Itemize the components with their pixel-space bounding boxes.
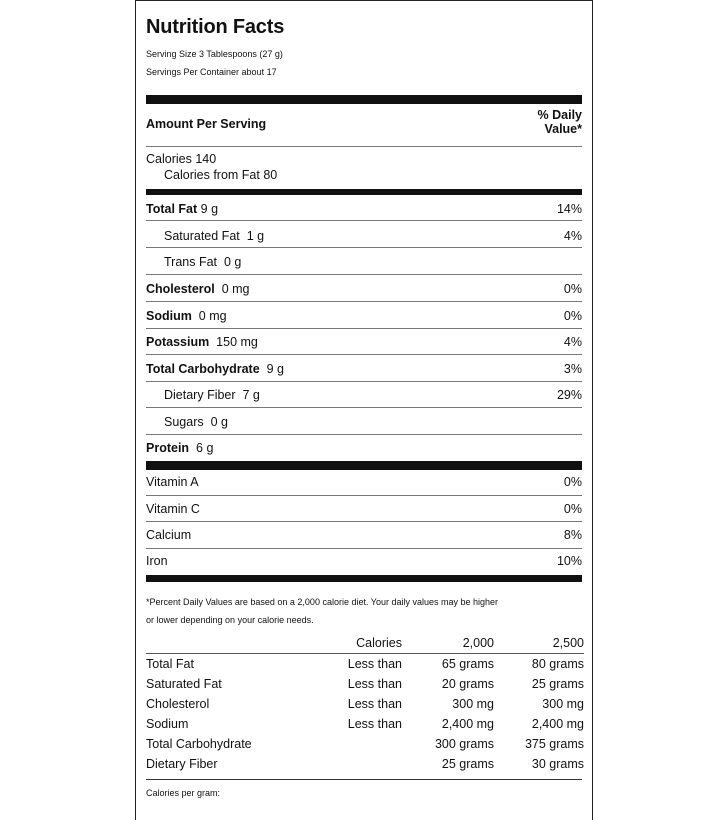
divider: [146, 495, 582, 496]
amount-per-serving: Amount Per Serving: [146, 117, 267, 131]
serving-size: Serving Size 3 Tablespoons (27 g): [146, 49, 283, 59]
vitamin-dv: 0%: [563, 502, 582, 516]
footnote: [146, 593, 582, 629]
nutrient-name: Protein: [146, 441, 190, 455]
table-header-cell: [146, 633, 306, 654]
table-row: [146, 734, 584, 754]
nutrient-name: Cholesterol: [146, 282, 215, 296]
servings-per-container: Servings Per Container about 17: [146, 67, 277, 77]
nutrient-name: Trans Fat: [164, 255, 218, 269]
table-cell: 25 grams: [531, 677, 584, 691]
nutrient-row-trans-fat: [146, 254, 582, 270]
table-cell: Less than: [347, 717, 402, 731]
divider: [146, 354, 582, 355]
nutrient-amount: 0 mg: [221, 282, 250, 296]
nutrient-dv: 0%: [563, 282, 582, 296]
table-row: [146, 674, 584, 694]
nutrient-amount: 0 g: [210, 415, 228, 429]
divider: [146, 521, 582, 522]
nutrient-amount: 9 g: [266, 362, 285, 376]
table-cell: Total Fat: [146, 657, 194, 671]
vitamin-row-calcium: [146, 527, 582, 543]
nutrient-row-dietary-fiber: [146, 387, 582, 403]
nutrient-name: Total Carbohydrate: [146, 362, 260, 376]
table-cell: Total Carbohydrate: [146, 737, 252, 751]
table-cell: 20 grams: [441, 677, 494, 691]
table-header-cell: Calories: [356, 636, 402, 650]
nutrient-dv: 0%: [563, 309, 582, 323]
table-cell: 375 grams: [524, 737, 584, 751]
table-cell: 300 mg: [452, 697, 494, 711]
nutrient-name: Dietary Fiber: [164, 388, 236, 402]
divider: [146, 247, 582, 248]
divider: [146, 146, 582, 147]
table-cell: 80 grams: [531, 657, 584, 671]
table-cell: 30 grams: [531, 757, 584, 771]
table-cell: Less than: [347, 657, 402, 671]
nutrient-name: Sodium: [146, 309, 192, 323]
footnote-line2: or lower depending on your calorie needs.: [146, 615, 314, 625]
nutrient-dv: 4%: [563, 335, 582, 349]
table-cell: Sodium: [146, 717, 189, 731]
vitamin-name: Iron: [146, 554, 168, 568]
divider: [146, 301, 582, 302]
medium-divider: [146, 189, 582, 195]
nutrient-row-total-fat: [146, 201, 582, 217]
table-cell: 25 grams: [441, 757, 494, 771]
table-row: [146, 754, 584, 774]
nutrient-amount: 0 g: [223, 255, 242, 269]
vitamin-name: Vitamin C: [146, 502, 200, 516]
nutrient-row-cholesterol: [146, 281, 582, 297]
nutrient-row-sodium: [146, 308, 582, 324]
label-title: Nutrition Facts: [146, 16, 285, 38]
vitamin-row-c: [146, 501, 582, 517]
vitamin-name: Calcium: [146, 528, 192, 542]
table-cell: Dietary Fiber: [146, 757, 218, 771]
nutrient-row-potassium: [146, 334, 582, 350]
daily-value-header: [538, 108, 582, 136]
vitamin-row-iron: [146, 553, 582, 569]
nutrition-label: [135, 0, 593, 820]
vitamin-dv: 0%: [563, 475, 582, 489]
table-row: [146, 654, 584, 675]
table-cell: [306, 734, 402, 754]
vitamin-name: Vitamin A: [146, 475, 199, 489]
table-cell: 65 grams: [441, 657, 494, 671]
divider: [146, 381, 582, 382]
vitamin-row-a: [146, 474, 582, 490]
nutrient-amount: 1 g: [246, 229, 265, 243]
divider: [146, 779, 582, 780]
divider: [146, 434, 582, 435]
table-cell: [306, 754, 402, 774]
nutrient-dv: 4%: [563, 229, 582, 243]
nutrient-dv: 29%: [556, 388, 582, 402]
nutrient-row-sugars: [146, 414, 582, 430]
table-header-row: [146, 633, 584, 654]
table-cell: Saturated Fat: [146, 677, 222, 691]
calories-from-fat: Calories from Fat 80: [164, 168, 278, 182]
table-row: [146, 694, 584, 714]
vitamin-dv: 10%: [556, 554, 582, 568]
thick-divider: [146, 575, 582, 582]
table-cell: 300 grams: [434, 737, 494, 751]
nutrient-name: Potassium: [146, 335, 210, 349]
daily-value-line2: Value*: [544, 122, 582, 136]
nutrient-amount: 9 g: [200, 202, 219, 216]
nutrient-name: Saturated Fat: [164, 229, 240, 243]
nutrient-row-total-carbohydrate: [146, 361, 582, 377]
nutrient-row-saturated-fat: [146, 228, 582, 244]
table-row: [146, 714, 584, 734]
thick-divider: [146, 95, 582, 104]
divider: [146, 274, 582, 275]
divider: [146, 220, 582, 221]
nutrient-amount: 7 g: [242, 388, 260, 402]
nutrient-dv: 3%: [563, 362, 582, 376]
nutrient-name: Total Fat: [146, 202, 198, 216]
calories-per-gram: Calories per gram:: [146, 788, 221, 798]
table-cell: 2,400 mg: [531, 717, 584, 731]
table-header-cell: 2,500: [552, 636, 584, 650]
nutrient-amount: 0 mg: [198, 309, 227, 323]
table-cell: 2,400 mg: [441, 717, 494, 731]
table-cell: 300 mg: [542, 697, 584, 711]
table-cell: Cholesterol: [146, 697, 210, 711]
divider: [146, 548, 582, 549]
table-cell: Less than: [347, 697, 402, 711]
nutrient-name: Sugars: [164, 415, 204, 429]
vitamin-dv: 8%: [563, 528, 582, 542]
footnote-line1: *Percent Daily Values are based on a 2,000 calorie diet. Your daily values may be higher: [146, 597, 499, 607]
nutrient-amount: 150 mg: [216, 335, 258, 349]
daily-value-line1: % Daily: [537, 108, 582, 122]
nutrient-dv: 14%: [556, 202, 582, 216]
daily-values-table: [146, 633, 584, 774]
table-header-cell: 2,000: [462, 636, 494, 650]
nutrient-row-protein: [146, 440, 582, 456]
divider: [146, 407, 582, 408]
table-cell: Less than: [347, 677, 402, 691]
calories: Calories 140: [146, 152, 217, 166]
thick-divider: [146, 461, 582, 470]
divider: [146, 328, 582, 329]
nutrient-amount: 6 g: [196, 441, 214, 455]
